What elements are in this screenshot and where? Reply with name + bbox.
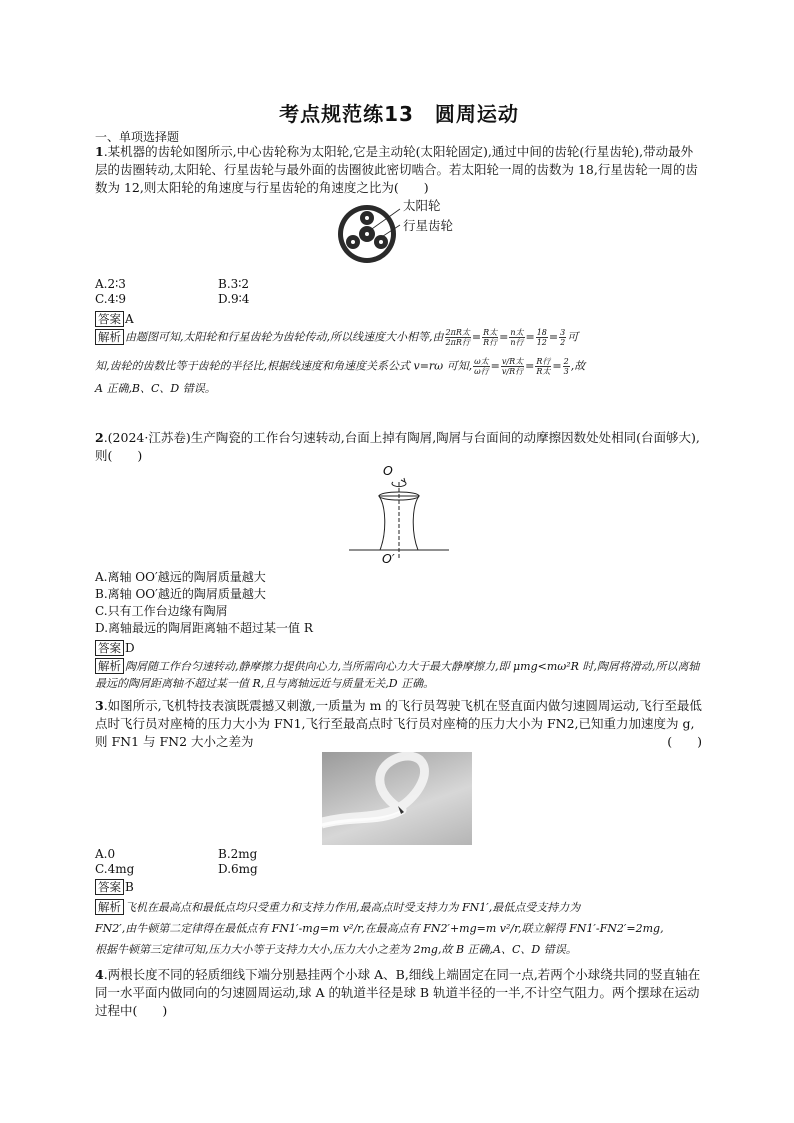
question-2-answer	[95, 640, 135, 656]
question-4	[95, 966, 703, 1020]
option-c: C.4mg	[95, 862, 135, 876]
analysis-line-3: A 正确,B、C、D 错误。	[95, 382, 216, 395]
option-a: A.2∶3	[95, 277, 126, 291]
analysis-tag: 解析	[95, 329, 124, 345]
option-b: B.2mg	[218, 847, 258, 861]
fraction: $\frac{\text{n太}}{\text{n行}}$	[510, 328, 524, 347]
option-a: A.离轴 OO′越远的陶屑质量越大	[95, 570, 266, 584]
label-planet-gear: 行星齿轮	[403, 218, 454, 233]
question-1-options	[95, 277, 341, 307]
analysis-text: 由题图可知,太阳轮和行星齿轮为齿轮传动,所以线速度大小相等,由	[125, 330, 444, 344]
analysis-text: ,故	[570, 359, 586, 373]
question-1-answer	[95, 311, 134, 327]
analysis-line-2: FN2′,由牛顿第二定律得在最低点有 FN1′-mg=m v²/r,在最高点有 FN2′+mg=m v²/r,联立解得 FN1′-FN2′=2mg,	[95, 922, 664, 935]
question-3-answer	[95, 879, 134, 895]
question-1-text: .某机器的齿轮如图所示,中心齿轮称为太阳轮,它是主动轮(太阳轮固定),通过中间的齿轮(行星齿轮),带动最外层的齿圈转动,太阳轮、行星齿轮与最外面的齿圈彼此密切啮合。若太阳轮一周的齿数为 18,行星齿轮一周的齿数为 12,则太阳轮的角速度与行星齿轮的角速度之比为( )	[95, 144, 698, 195]
analysis-text: 飞机在最高点和最低点均只受重力和支持力作用,最高点时受支持力为 FN1′,最低点受支持力为	[125, 901, 581, 914]
question-3-paren: ( )	[667, 734, 702, 749]
question-2-analysis	[95, 658, 703, 692]
question-2-number: 2	[95, 430, 104, 445]
question-3-number: 3	[95, 698, 104, 713]
option-a: A.0	[95, 847, 116, 861]
question-2	[95, 429, 703, 465]
answer-value: B	[125, 880, 134, 894]
option-d: D.9∶4	[218, 292, 250, 306]
fraction: $\frac{2}{3}$	[563, 357, 569, 376]
question-3-text: .如图所示,飞机特技表演既震撼又刺激,一质量为 m 的飞行员驾驶飞机在竖直面内做匀速圆周运动,飞行至最低点时飞行员对座椅的压力大小为 FN1,飞行至最高点时飞行员对座椅的压力大小为 FN2,已知重力加速度为 g,则 FN1 与 FN2 大小之差为	[95, 698, 702, 749]
answer-tag: 答案	[95, 311, 124, 327]
analysis-line-3: 根据牛顿第三定律可知,压力大小等于支持力大小,压力大小之差为 2mg,故 B 正确,A、C、D 错误。	[95, 943, 577, 956]
question-4-text: .两根长度不同的轻质细线下端分别悬挂两个小球 A、B,细线上端固定在同一点,若两个小球绕共同的竖直轴在同一水平面内做同向的匀速圆周运动,球 A 的轨道半径是球 B 轨道半径的一半,不计空气阻力。两个摆球在运动过程中( )	[95, 967, 701, 1018]
analysis-line-1	[95, 897, 703, 918]
question-1-number: 1	[95, 144, 104, 159]
label-axis-bottom: O′	[382, 551, 395, 566]
answer-value: D	[125, 641, 135, 655]
label-axis-top: O	[383, 463, 393, 478]
analysis-tag: 解析	[95, 899, 124, 915]
question-3-analysis	[95, 897, 703, 960]
analysis-line-2: 知,齿轮的齿数比等于齿轮的半径比,根据线速度和角速度关系公式 v=rω 可知, $\frac{\text{ω太}}{\text{ω行}}$ = $\frac{\text{v/R太}}{\text{v/R行}}$ = $\frac{\text{R行}}{\text{R太}}$ = $\frac{2}{3}$ ,故	[95, 357, 586, 376]
analysis-text: 知,齿轮的齿数比等于齿轮的半径比,根据线速度和角速度关系公式 v=rω 可知,	[95, 359, 473, 373]
analysis-tag: 解析	[95, 658, 124, 674]
analysis-text: 可	[567, 330, 579, 344]
fraction: $\frac{\text{v/R太}}{\text{v/R行}}$	[501, 357, 524, 376]
option-c: C.只有工作台边缘有陶屑	[95, 604, 228, 618]
answer-tag: 答案	[95, 640, 124, 656]
pottery-wheel-diagram	[349, 462, 449, 568]
fraction: $\frac{\text{2πR太}}{\text{2πR行}}$	[445, 328, 470, 347]
question-3-options	[95, 847, 341, 877]
fraction: $\frac{3}{2}$	[560, 328, 566, 347]
question-3	[95, 697, 703, 751]
fraction: $\frac{\text{R行}}{\text{R太}}$	[536, 357, 551, 376]
option-b: B.3∶2	[218, 277, 250, 291]
option-b: B.离轴 OO′越近的陶屑质量越大	[95, 587, 266, 601]
analysis-line-1: 解析 由题图可知,太阳轮和行星齿轮为齿轮传动,所以线速度大小相等,由 $\frac{\text{2πR太}}{\text{2πR行}}$ = $\frac{\text{R太}}{\text{R行}}$ = $\frac{\text{n太}}{\text{n行}}$ = $\frac{18}{12}$ = $\frac{3}{2}$ 可	[95, 328, 703, 347]
label-sun-gear: 太阳轮	[403, 198, 441, 213]
question-1	[95, 143, 703, 197]
aerobatics-photo	[322, 752, 472, 845]
fraction: $\frac{18}{12}$	[536, 328, 547, 347]
fraction: $\frac{\text{R太}}{\text{R行}}$	[483, 328, 498, 347]
fraction: $\frac{\text{ω太}}{\text{ω行}}$	[474, 357, 489, 376]
analysis-text: 陶屑随工作台匀速转动,静摩擦力提供向心力,当所需向心力大于最大静摩擦力,即 μmg<mω²R 时,陶屑将滑动,所以离轴最远的陶屑距离轴不超过某一值 R,且与离轴远近与质量无关,D 正确。	[95, 660, 700, 690]
question-2-options	[95, 569, 313, 637]
question-2-text: .(2024·江苏卷)生产陶瓷的工作台匀速转动,台面上掉有陶屑,陶屑与台面间的动摩擦因数处处相同(台面够大),则( )	[95, 430, 700, 463]
page-title: 考点规范练13 圆周运动	[279, 102, 519, 126]
section-heading: 一、单项选择题	[95, 130, 180, 144]
option-d: D.离轴最远的陶屑距离轴不超过某一值 R	[95, 621, 313, 635]
answer-value: A	[125, 312, 134, 326]
option-c: C.4∶9	[95, 292, 126, 306]
answer-tag: 答案	[95, 879, 124, 895]
option-d: D.6mg	[218, 862, 258, 876]
question-4-number: 4	[95, 967, 104, 982]
question-1-analysis	[95, 328, 703, 397]
gear-diagram	[336, 203, 402, 265]
smoke-trail-image	[322, 752, 472, 845]
